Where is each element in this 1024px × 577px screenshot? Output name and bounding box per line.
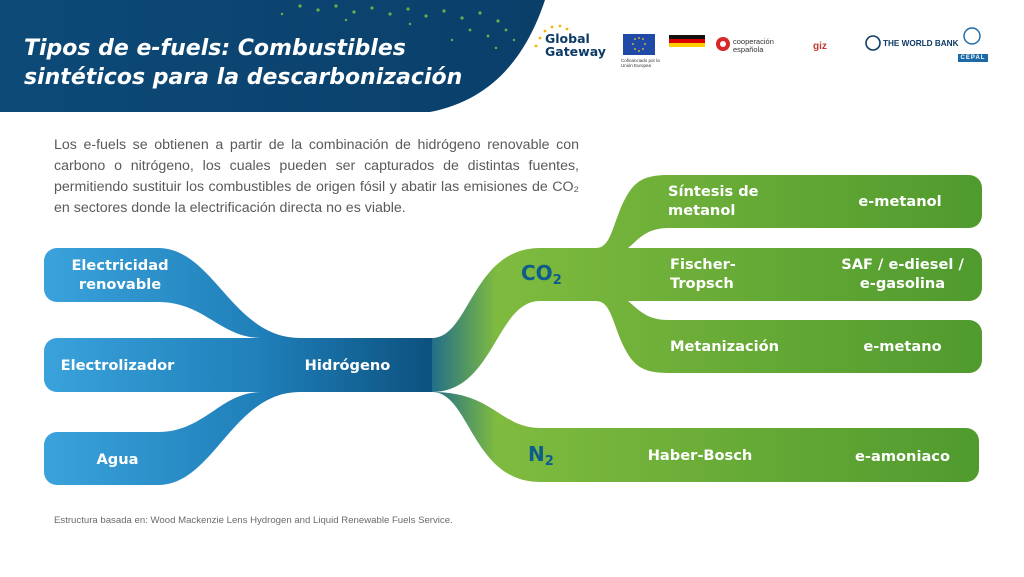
hub-hidrogeno: Hidrógeno: [304, 356, 391, 374]
input-electrolizador: Electrolizador: [60, 356, 175, 374]
eu-caption: Cofinanciado por la Unión Europea: [621, 58, 660, 68]
intro-paragraph: Los e-fuels se obtienen a partir de la combinación de hidrógeno renovable con carbono o nitrógeno, los cuales pueden ser capturados de distintas fuentes, permitiendo sustituir los combustibles de origen fósil y abatir las emisiones de CO₂ en sectores donde la electrificación directa no es viable.: [54, 137, 579, 216]
carrier-n2-base: N: [528, 442, 545, 466]
carrier-n2: [528, 442, 554, 469]
input-agua: Agua: [96, 450, 139, 468]
cepal-logo-text: CEPAL: [958, 54, 988, 62]
un-emblem-icon: [964, 28, 980, 44]
source-footnote: Estructura basada en: Wood Mackenzie Lens Hydrogen and Liquid Renewable Fuels Service.: [54, 515, 453, 526]
product-e-amoniaco: e-amoniaco: [855, 447, 950, 465]
coop-logo-inner: [720, 41, 726, 47]
product-e-metanol: e-metanol: [858, 192, 942, 210]
carrier-co2: [521, 261, 562, 288]
world-bank-logo-text: THE WORLD BANK: [883, 39, 959, 48]
giz-logo-text: giz: [813, 41, 827, 52]
input-electricidad-renovable: Electricidad renovable: [71, 257, 169, 293]
world-bank-globe-icon: [866, 36, 880, 50]
process-sintesis-metanol: Síntesis de metanol: [668, 183, 759, 219]
german-flag-icon: [669, 35, 705, 47]
page-title: Tipos de e-fuels: Combustibles sintéticos para la descarbonización: [24, 36, 463, 90]
product-e-metano: e-metano: [863, 337, 942, 355]
carrier-co2-base: CO: [521, 261, 553, 285]
carrier-co2-sub: 2: [552, 273, 562, 288]
process-fischer-tropsch: Fischer-Tropsch: [670, 256, 736, 292]
carrier-n2-sub: 2: [544, 454, 554, 469]
coop-logo-text: cooperación española: [733, 37, 774, 54]
process-haber-bosch: Haber-Bosch: [647, 446, 753, 464]
process-metanizacion: Metanización: [670, 337, 780, 355]
product-saf-ediesel-egasolina: SAF / e-diesel / e-gasolina: [841, 256, 964, 292]
global-gateway-text: Global Gateway: [545, 31, 606, 59]
